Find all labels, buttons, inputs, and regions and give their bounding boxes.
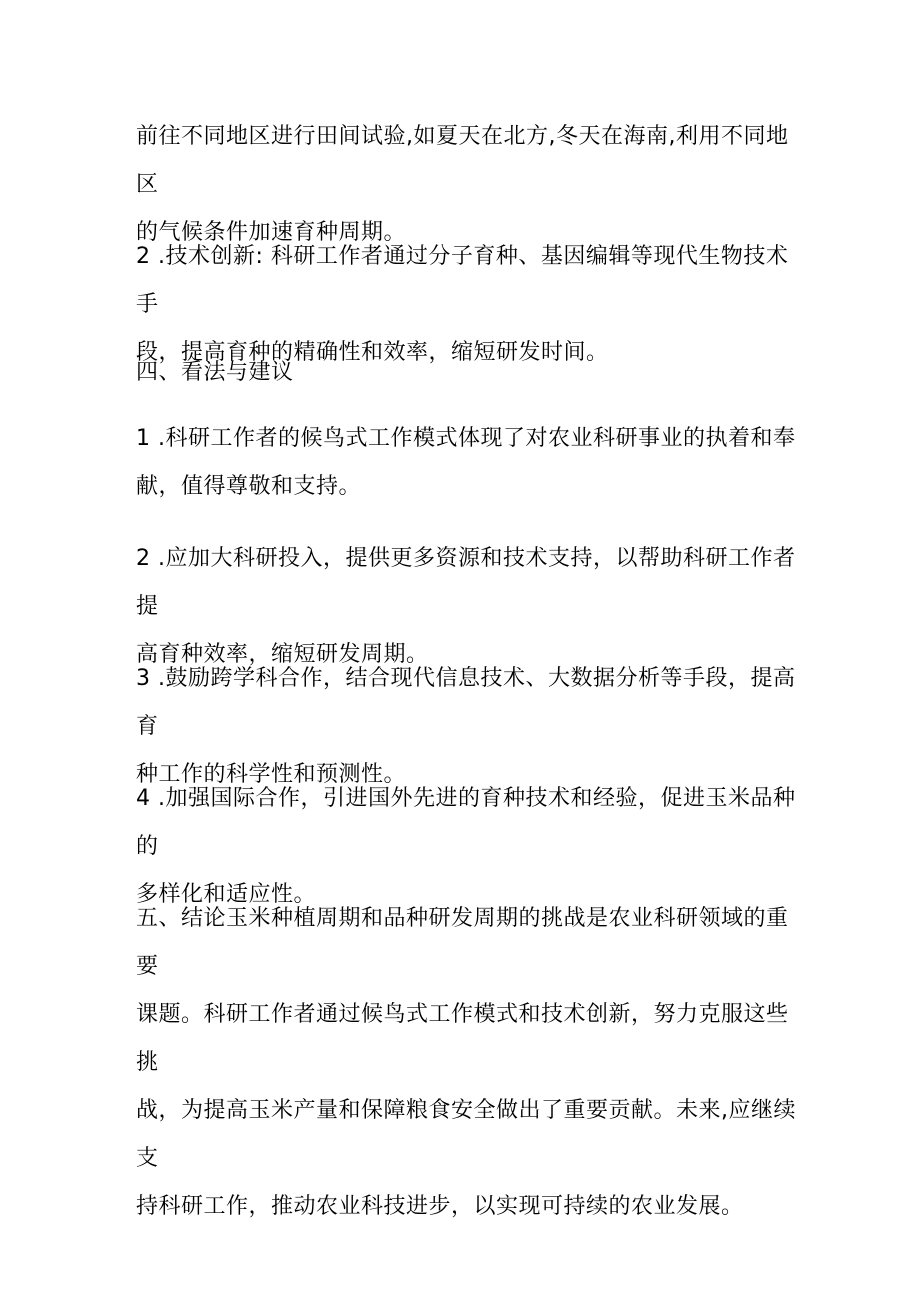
text-line: 3 .鼓励跨学科合作，结合现代信息技术、大数据分析等手段，提高育 — [136, 666, 796, 739]
text-line: 2 .应加大科研投入，提供更多资源和技术支持，以帮助科研工作者提 — [136, 546, 796, 619]
text-line: 多样化和适应性。 — [136, 882, 317, 907]
text-line: 1 .科研工作者的候鸟式工作模式体现了对农业科研事业的执着和奉 — [136, 426, 796, 451]
paragraph-conclusion — [136, 895, 796, 1231]
text-line: 高育种效率，缩短研发周期。 — [136, 642, 429, 667]
text-line: 五、结论玉米种植周期和品种研发周期的挑战是农业科研领域的重要 — [136, 906, 789, 979]
text-line: 段，提高育种的精确性和效率，缩短研发时间。 — [136, 340, 609, 365]
text-line: 的气候条件加速育种周期。 — [136, 220, 407, 245]
text-line: 战，为提高玉米产量和保障粮食安全做出了重要贡献。未来,应继续支 — [136, 1098, 796, 1171]
text-line: 前往不同地区进行田间试验,如夏天在北方,冬天在海南,利用不同地区 — [136, 124, 789, 197]
section-heading-views — [136, 349, 796, 397]
text-line: 课题。科研工作者通过候鸟式工作模式和技术创新，努力克服这些挑 — [136, 1002, 789, 1075]
text-line: 种工作的科学性和预测性。 — [136, 762, 407, 787]
text-line: 4 .加强国际合作，引进国外先进的育种技术和经验，促进玉米品种的 — [136, 786, 796, 859]
text-line: 持科研工作，推动农业科技进步，以实现可持续的农业发展。 — [136, 1194, 744, 1219]
text-line: 2 .技术创新: 科研工作者通过分子育种、基因编辑等现代生物技术手 — [136, 244, 789, 317]
heading-line: 四、看法与建议 — [136, 360, 294, 385]
paragraph-suggestion-1 — [136, 415, 796, 511]
text-line: 献，值得尊敬和支持。 — [136, 474, 362, 499]
